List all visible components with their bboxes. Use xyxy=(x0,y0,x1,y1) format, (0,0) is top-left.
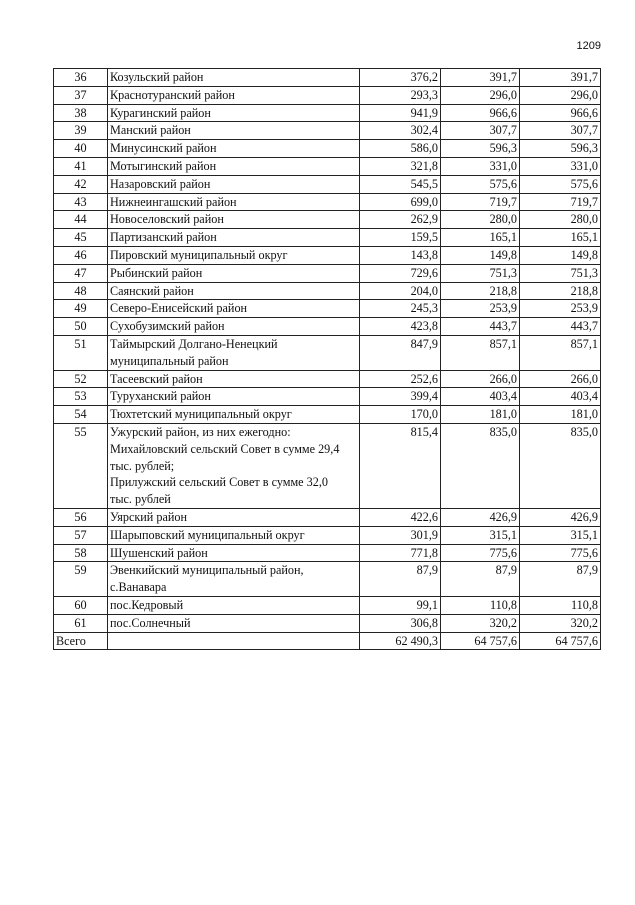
value-v3: 443,7 xyxy=(520,318,601,336)
row-number: 42 xyxy=(54,175,108,193)
row-number: 43 xyxy=(54,193,108,211)
district-name-line: Михайловский сельский Совет в сумме 29,4 xyxy=(110,441,340,456)
table-row xyxy=(54,86,601,104)
table-row xyxy=(54,335,601,370)
row-number: 53 xyxy=(54,388,108,406)
district-name-line: Рыбинский район xyxy=(110,265,203,280)
value-v1: 143,8 xyxy=(360,246,441,264)
value-v2: 218,8 xyxy=(441,282,520,300)
table-row xyxy=(54,318,601,336)
value-v1: 204,0 xyxy=(360,282,441,300)
value-v3: 403,4 xyxy=(520,388,601,406)
district-name xyxy=(108,104,360,122)
value-v1: 847,9 xyxy=(360,335,441,370)
district-name-line: Сухобузимский район xyxy=(110,319,225,334)
district-name xyxy=(108,175,360,193)
value-v1: 376,2 xyxy=(360,69,441,87)
table-row xyxy=(54,508,601,526)
district-name-line: пос.Кедровый xyxy=(110,597,184,612)
value-v3: 218,8 xyxy=(520,282,601,300)
district-name-line: Тасеевский район xyxy=(110,371,203,386)
value-v2: 426,9 xyxy=(441,508,520,526)
row-number: 36 xyxy=(54,69,108,87)
value-v2: 596,3 xyxy=(441,140,520,158)
value-v1: 293,3 xyxy=(360,86,441,104)
table-row xyxy=(54,104,601,122)
district-name xyxy=(108,335,360,370)
value-v3: 331,0 xyxy=(520,157,601,175)
value-v2: 266,0 xyxy=(441,370,520,388)
total-row xyxy=(54,632,601,650)
district-name-line: Таймырский Долгано-Ненецкий xyxy=(110,336,278,351)
district-name-line: муниципальный район xyxy=(110,353,229,368)
table-row xyxy=(54,246,601,264)
district-name-line: Мотыгинский район xyxy=(110,158,217,173)
district-name xyxy=(108,157,360,175)
value-v3: 149,8 xyxy=(520,246,601,264)
total-value-v2: 64 757,6 xyxy=(441,632,520,650)
value-v3: 391,7 xyxy=(520,69,601,87)
row-number: 50 xyxy=(54,318,108,336)
table-row xyxy=(54,526,601,544)
value-v3: 575,6 xyxy=(520,175,601,193)
district-name xyxy=(108,282,360,300)
table-body xyxy=(54,69,601,650)
district-name-line: Шарыповский муниципальный округ xyxy=(110,527,305,542)
table-row xyxy=(54,122,601,140)
value-v1: 815,4 xyxy=(360,423,441,508)
district-name xyxy=(108,246,360,264)
value-v3: 596,3 xyxy=(520,140,601,158)
value-v1: 699,0 xyxy=(360,193,441,211)
table-row xyxy=(54,157,601,175)
value-v3: 857,1 xyxy=(520,335,601,370)
value-v2: 110,8 xyxy=(441,596,520,614)
district-name-line: с.Ванавара xyxy=(110,580,167,595)
value-v3: 751,3 xyxy=(520,264,601,282)
value-v1: 159,5 xyxy=(360,229,441,247)
value-v1: 586,0 xyxy=(360,140,441,158)
value-v3: 775,6 xyxy=(520,544,601,562)
value-v2: 443,7 xyxy=(441,318,520,336)
table-row xyxy=(54,211,601,229)
district-name-line: Партизанский район xyxy=(110,230,217,245)
value-v2: 307,7 xyxy=(441,122,520,140)
district-name-line: Назаровский район xyxy=(110,176,211,191)
value-v2: 331,0 xyxy=(441,157,520,175)
row-number: 39 xyxy=(54,122,108,140)
value-v3: 110,8 xyxy=(520,596,601,614)
district-name xyxy=(108,388,360,406)
value-v3: 315,1 xyxy=(520,526,601,544)
district-name xyxy=(108,562,360,597)
row-number: 60 xyxy=(54,596,108,614)
district-name-line: Нижнеингашский район xyxy=(110,194,237,209)
value-v2: 87,9 xyxy=(441,562,520,597)
value-v2: 165,1 xyxy=(441,229,520,247)
district-name-line: Минусинский район xyxy=(110,141,217,156)
value-v2: 775,6 xyxy=(441,544,520,562)
value-v2: 296,0 xyxy=(441,86,520,104)
value-v3: 253,9 xyxy=(520,300,601,318)
district-name-line: тыс. рублей xyxy=(110,492,171,507)
value-v1: 423,8 xyxy=(360,318,441,336)
value-v1: 262,9 xyxy=(360,211,441,229)
row-number: 41 xyxy=(54,157,108,175)
value-v3: 181,0 xyxy=(520,406,601,424)
value-v1: 771,8 xyxy=(360,544,441,562)
value-v3: 266,0 xyxy=(520,370,601,388)
table-row xyxy=(54,614,601,632)
district-name xyxy=(108,69,360,87)
district-name xyxy=(108,229,360,247)
table-row xyxy=(54,69,601,87)
district-name xyxy=(108,86,360,104)
value-v1: 302,4 xyxy=(360,122,441,140)
row-number: 61 xyxy=(54,614,108,632)
district-name-line: Уярский район xyxy=(110,509,188,524)
value-v1: 399,4 xyxy=(360,388,441,406)
district-name xyxy=(108,544,360,562)
value-v3: 280,0 xyxy=(520,211,601,229)
row-number: 52 xyxy=(54,370,108,388)
total-label: Всего xyxy=(54,632,108,650)
district-name-line: Прилужский сельский Совет в сумме 32,0 xyxy=(110,475,328,490)
row-number: 48 xyxy=(54,282,108,300)
value-v2: 835,0 xyxy=(441,423,520,508)
row-number: 57 xyxy=(54,526,108,544)
table-row xyxy=(54,406,601,424)
total-value-v3: 64 757,6 xyxy=(520,632,601,650)
table-row xyxy=(54,140,601,158)
value-v3: 165,1 xyxy=(520,229,601,247)
value-v2: 857,1 xyxy=(441,335,520,370)
value-v2: 315,1 xyxy=(441,526,520,544)
district-name xyxy=(108,596,360,614)
value-v3: 426,9 xyxy=(520,508,601,526)
district-name-line: Ужурский район, из них ежегодно: xyxy=(110,424,291,439)
value-v2: 403,4 xyxy=(441,388,520,406)
value-v1: 729,6 xyxy=(360,264,441,282)
row-number: 49 xyxy=(54,300,108,318)
value-v1: 301,9 xyxy=(360,526,441,544)
table-row xyxy=(54,388,601,406)
district-name xyxy=(108,300,360,318)
district-name xyxy=(108,370,360,388)
district-name-line: Северо-Енисейский район xyxy=(110,301,248,316)
district-name xyxy=(108,318,360,336)
district-name xyxy=(108,423,360,508)
value-v2: 575,6 xyxy=(441,175,520,193)
value-v2: 391,7 xyxy=(441,69,520,87)
table-row xyxy=(54,544,601,562)
value-v3: 320,2 xyxy=(520,614,601,632)
district-name-line: Пировский муниципальный округ xyxy=(110,247,288,262)
total-empty-cell xyxy=(108,632,360,650)
district-name-line: пос.Солнечный xyxy=(110,615,191,630)
total-value-v1: 62 490,3 xyxy=(360,632,441,650)
value-v2: 320,2 xyxy=(441,614,520,632)
value-v1: 99,1 xyxy=(360,596,441,614)
value-v2: 719,7 xyxy=(441,193,520,211)
value-v3: 296,0 xyxy=(520,86,601,104)
table-row xyxy=(54,562,601,597)
district-name xyxy=(108,406,360,424)
value-v1: 245,3 xyxy=(360,300,441,318)
value-v3: 87,9 xyxy=(520,562,601,597)
district-name-line: Шушенский район xyxy=(110,545,208,560)
row-number: 40 xyxy=(54,140,108,158)
row-number: 44 xyxy=(54,211,108,229)
table-row xyxy=(54,282,601,300)
row-number: 37 xyxy=(54,86,108,104)
district-name-line: Саянский район xyxy=(110,283,194,298)
district-name-line: Эвенкийский муниципальный район, xyxy=(110,563,304,578)
value-v3: 835,0 xyxy=(520,423,601,508)
table-row xyxy=(54,229,601,247)
page-number: 1209 xyxy=(576,40,601,52)
value-v3: 307,7 xyxy=(520,122,601,140)
value-v1: 306,8 xyxy=(360,614,441,632)
district-name-line: Краснотуранский район xyxy=(110,87,235,102)
row-number: 45 xyxy=(54,229,108,247)
district-name xyxy=(108,211,360,229)
table-row xyxy=(54,370,601,388)
value-v1: 252,6 xyxy=(360,370,441,388)
district-name-line: Манский район xyxy=(110,123,191,138)
district-name xyxy=(108,508,360,526)
value-v1: 87,9 xyxy=(360,562,441,597)
value-v1: 941,9 xyxy=(360,104,441,122)
row-number: 54 xyxy=(54,406,108,424)
district-name-line: тыс. рублей; xyxy=(110,458,175,473)
value-v3: 966,6 xyxy=(520,104,601,122)
row-number: 47 xyxy=(54,264,108,282)
value-v1: 545,5 xyxy=(360,175,441,193)
value-v2: 149,8 xyxy=(441,246,520,264)
table-row xyxy=(54,193,601,211)
table-row xyxy=(54,264,601,282)
district-name xyxy=(108,193,360,211)
row-number: 46 xyxy=(54,246,108,264)
row-number: 58 xyxy=(54,544,108,562)
row-number: 59 xyxy=(54,562,108,597)
row-number: 56 xyxy=(54,508,108,526)
value-v1: 321,8 xyxy=(360,157,441,175)
value-v1: 170,0 xyxy=(360,406,441,424)
table-row xyxy=(54,175,601,193)
district-name-line: Тюхтетский муниципальный округ xyxy=(110,407,292,422)
district-name xyxy=(108,140,360,158)
district-name xyxy=(108,614,360,632)
value-v2: 280,0 xyxy=(441,211,520,229)
row-number: 38 xyxy=(54,104,108,122)
value-v1: 422,6 xyxy=(360,508,441,526)
district-name-line: Туруханский район xyxy=(110,389,211,404)
value-v2: 253,9 xyxy=(441,300,520,318)
district-name-line: Новоселовский район xyxy=(110,212,224,227)
value-v2: 966,6 xyxy=(441,104,520,122)
district-name xyxy=(108,122,360,140)
table-row xyxy=(54,596,601,614)
budget-table xyxy=(53,68,601,650)
district-name xyxy=(108,264,360,282)
row-number: 55 xyxy=(54,423,108,508)
district-name-line: Козульский район xyxy=(110,70,204,84)
value-v2: 751,3 xyxy=(441,264,520,282)
table-row xyxy=(54,423,601,508)
value-v3: 719,7 xyxy=(520,193,601,211)
row-number: 51 xyxy=(54,335,108,370)
district-name-line: Курагинский район xyxy=(110,105,211,120)
district-name xyxy=(108,526,360,544)
table-row xyxy=(54,300,601,318)
value-v2: 181,0 xyxy=(441,406,520,424)
